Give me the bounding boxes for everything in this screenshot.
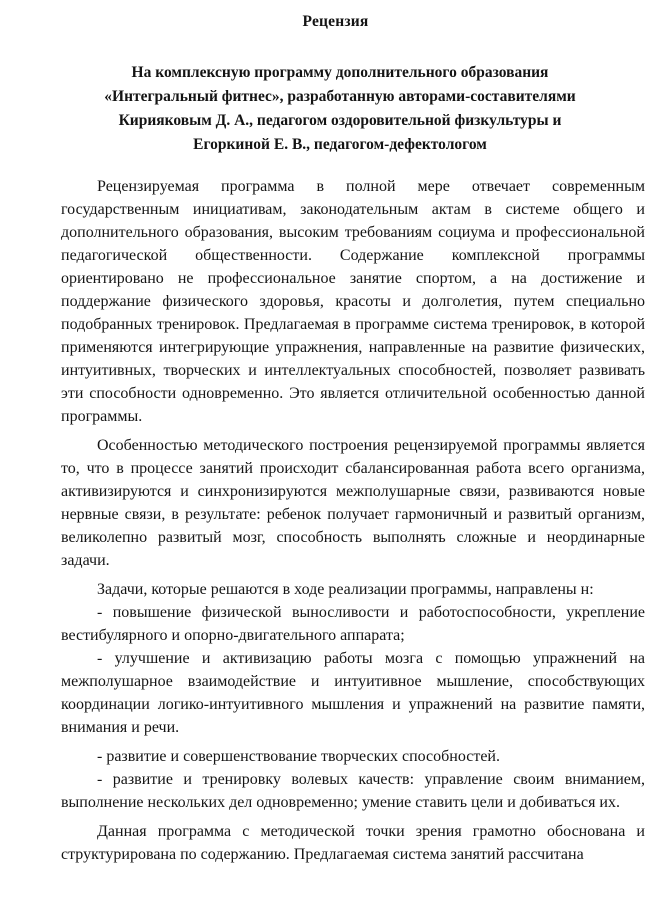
heading-line: Егоркиной Е. В., педагогом-дефектологом <box>193 136 487 153</box>
list-item: - развитие и тренировку волевых качеств: управление своим вниманием, выполнение нескольких дел одновременно; умение ставить цели и добиваться их. <box>61 771 645 811</box>
heading-line: На комплексную программу дополнительного образования <box>131 64 549 81</box>
list-item: - развитие и совершенствование творческих способностей. <box>97 748 500 765</box>
paragraph: Задачи, которые решаются в ходе реализации программы, направлены н: <box>97 581 594 598</box>
document-title: Рецензия <box>302 13 369 30</box>
document-heading <box>40 61 640 157</box>
list-item: - улучшение и активизацию работы мозга с помощью упражнений на межполушарное взаимодействие и интуитивное мышление, способствующих координации логико-интуитивного мышления и упражнений на развитие памяти, внимания и речи. <box>61 650 645 736</box>
heading-line: Кирияковым Д. А., педагогом оздоровительной физкультуры и <box>118 112 562 129</box>
paragraph: Рецензируемая программа в полной мере отвечает современным государственным инициативам, законодательным актам в системе общего и дополнительного образования, высоким требованиям социума и профессиональной педагогической общественности. Содержание комплексной программы ориентировано не профессиональное занятие спортом, а на достижение и поддержание физического здоровья, красоты и долголетия, путем специально подобранных тренировок. Предлагаемая в программе система тренировок, в которой применяются интегрирующие упражнения, направленные на развитие физических, интуитивных, творческих и интеллектуальных способностей, позволяет развивать эти способности одновременно. Это является отличительной особенностью данной программы. <box>61 178 645 425</box>
paragraph: Данная программа с методической точки зрения грамотно обоснована и структурирована по содержанию. Предлагаемая система занятий рассчитана <box>61 823 645 863</box>
paragraph: Особенностью методического построения рецензируемой программы является то, что в процессе занятий происходит сбалансированная работа всего организма, активизируются и синхронизируются межполушарные связи, развиваются новые нервные связи, в результате: ребенок получает гармоничный и развитый организм, великолепно развитый мозг, способность выполнять сложные и неординарные задачи. <box>61 437 645 569</box>
document-body <box>61 175 645 866</box>
list-item: - повышение физической выносливости и работоспособности, укрепление вестибулярного и опорно-двигательного аппарата; <box>61 604 645 644</box>
heading-line: «Интегральный фитнес», разработанную авторами-составителями <box>104 88 576 105</box>
